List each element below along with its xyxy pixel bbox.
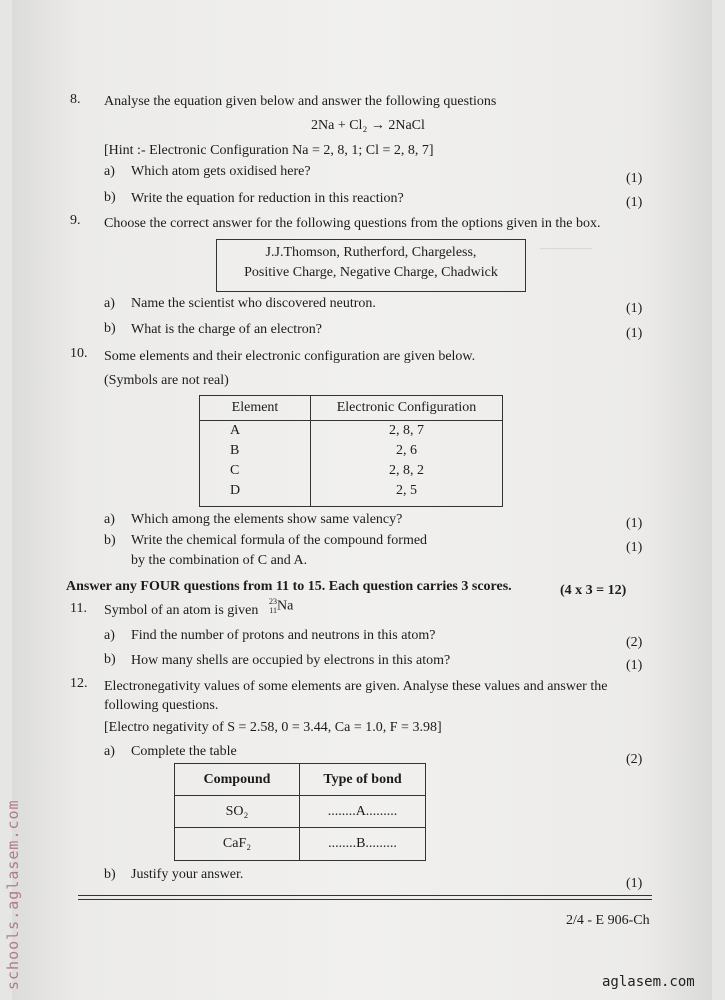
table-row [175,828,425,860]
section-score: (4 x 3 = 12) [560,583,627,598]
q12-header-bond-type: Type of bond [323,772,402,787]
bleed-through-text: ———— [540,240,592,255]
q10-a-label: a) [104,512,115,527]
q9-b-text: What is the charge of an electron? [131,322,322,337]
q10-note: (Symbols are not real) [104,373,229,388]
q9-options-line2: Positive Charge, Negative Charge, Chadwick [244,265,498,280]
q11-b-label: b) [104,652,116,667]
q10-header-config: Electronic Configuration [311,396,502,421]
q10-b-text: Write the chemical formula of the compound formed [131,533,428,548]
q11-a-label: a) [104,628,115,643]
q11-number: 11. [70,601,87,616]
q12-en-values: [Electro negativity of S = 2.58, 0 = 3.44, Ca = 1.0, F = 3.98] [104,720,442,735]
q12-text: Electronegativity values of some elements are given. Analyse these values and answer the [104,679,608,694]
q10-b-label: b) [104,533,116,548]
q12-table-header-row [175,764,425,796]
q9-text: Choose the correct answer for the following questions from the options given in the box. [104,216,601,231]
q8-a-label: a) [104,164,115,179]
q8-b-label: b) [104,190,116,205]
q12-b-label: b) [104,867,116,882]
q12-b-mark: (1) [626,876,643,891]
q10-config-column [311,396,502,506]
q11-symbol [269,597,293,615]
q10-element-column [200,396,311,506]
footer-rule-2 [78,899,652,900]
q8-b-mark: (1) [626,195,643,210]
bottom-watermark: aglasem.com [602,974,695,990]
q9-b-mark: (1) [626,326,643,341]
q10-header-element: Element [200,396,310,421]
q12-compound-cell: SO₂ [175,796,300,827]
q12-blank-a: ........A......... [327,804,398,819]
q11-b-mark: (1) [626,658,643,673]
q12-bond-table [174,763,426,861]
q11-atomic-number: 11 [269,606,277,615]
page-code: 2/4 - E 906-Ch [566,913,650,928]
q10-a-text: Which among the elements show same valency? [131,512,403,527]
q12-b-text: Justify your answer. [131,867,244,882]
q10-element-cell: D [230,483,241,498]
footer-rule [78,895,652,896]
q10-config-cell: 2, 8, 2 [389,463,424,478]
q8-text: Analyse the equation given below and answer the following questions [104,94,497,109]
q12-a-text: Complete the table [131,744,237,759]
q11-mass-number: 23 [269,597,277,606]
q10-config-cell: 2, 8, 7 [389,423,424,438]
q12-number: 12. [70,676,88,691]
q8-number: 8. [70,92,81,107]
q9-a-text: Name the scientist who discovered neutron. [131,296,376,311]
q10-element-cell: B [230,443,240,458]
q9-b-label: b) [104,321,116,336]
q11-element-symbol: Na [277,598,294,614]
q9-options-box [216,239,526,292]
q8-hint: [Hint :- Electronic Configuration Na = 2, 8, 1; Cl = 2, 8, 7] [104,143,434,158]
q8-b-text: Write the equation for reduction in this reaction? [131,191,404,206]
q11-text: Symbol of an atom is given [104,603,259,618]
q12-a-label: a) [104,744,115,759]
side-watermark: schools.aglasem.com [4,799,22,990]
q10-b-text-cont: by the combination of C and A. [131,553,308,568]
q9-number: 9. [70,213,81,228]
q9-options-line1: J.J.Thomson, Rutherford, Chargeless, [265,245,477,260]
q11-a-mark: (2) [626,635,643,650]
q12-a-mark: (2) [626,752,643,767]
q12-header-compound: Compound [175,764,300,795]
q10-config-cell: 2, 5 [396,483,417,498]
q12-compound-cell: CaF₂ [175,828,300,860]
table-row [175,796,425,828]
q10-config-cell: 2, 6 [396,443,417,458]
q10-element-cell: A [230,423,241,438]
q10-number: 10. [70,346,88,361]
q11-a-text: Find the number of protons and neutrons in this atom? [131,628,436,643]
q10-b-mark: (1) [626,540,643,555]
section-instruction: Answer any FOUR questions from 11 to 15. Each question carries 3 scores. [66,579,512,594]
q8-equation: 2Na + Cl₂ → 2NaCl [311,118,425,133]
q9-a-label: a) [104,296,115,311]
q8-a-mark: (1) [626,171,643,186]
q9-a-mark: (1) [626,301,643,316]
q12-blank-b: ........B......... [328,836,397,851]
q10-element-cell: C [230,463,240,478]
q10-config-table [199,395,503,507]
q10-text: Some elements and their electronic configuration are given below. [104,349,476,364]
q11-b-text: How many shells are occupied by electrons in this atom? [131,653,451,668]
q8-a-text: Which atom gets oxidised here? [131,164,311,179]
q10-a-mark: (1) [626,516,643,531]
q12-text-cont: following questions. [104,698,219,713]
